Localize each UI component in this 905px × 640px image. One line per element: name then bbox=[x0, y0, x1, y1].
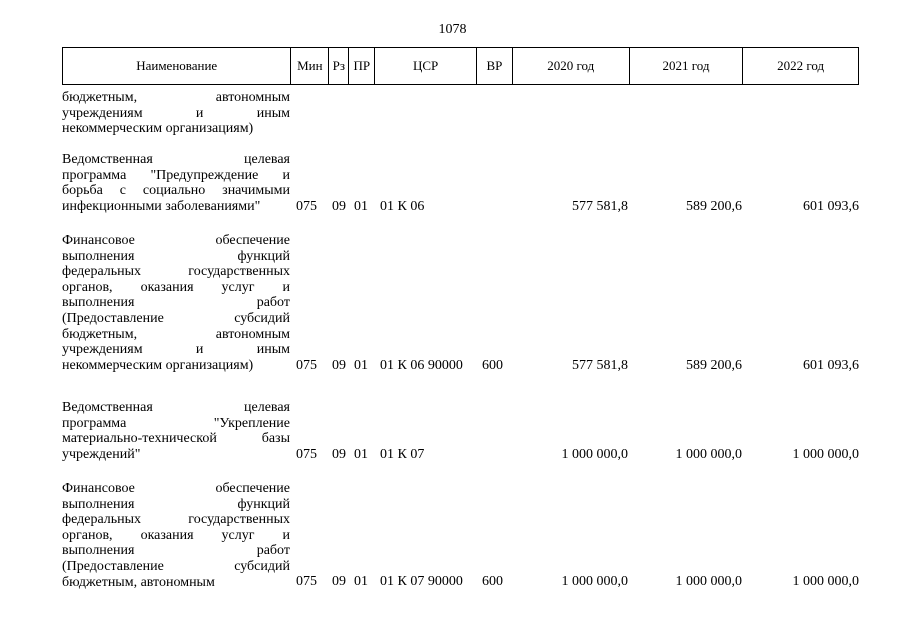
header-year-2022: 2022 год bbox=[777, 58, 825, 73]
row-name-line: некоммерческим организациям) bbox=[62, 121, 254, 137]
cell-y2020: 1 000 000,0 bbox=[561, 446, 628, 462]
cell-y2021: 1 000 000,0 bbox=[675, 446, 742, 462]
row-name-line: Ведомственная целевая bbox=[62, 152, 290, 167]
cell-csr: 01 К 06 bbox=[380, 198, 425, 214]
cell-rz: 09 bbox=[332, 198, 346, 214]
header-vr: ВР bbox=[477, 48, 513, 84]
cell-vr: 600 bbox=[482, 357, 503, 373]
row-values bbox=[62, 447, 859, 463]
header-min: Мин bbox=[291, 48, 329, 84]
row-name-line: программа "Предупреждение и bbox=[62, 167, 290, 183]
row-values bbox=[62, 358, 859, 374]
cell-csr: 01 К 06 90000 bbox=[380, 357, 463, 373]
cell-min: 075 bbox=[296, 574, 317, 590]
row-name-line: бюджетным, автономным bbox=[62, 90, 290, 105]
row-name-line: выполнения функций bbox=[62, 248, 290, 264]
row-values bbox=[62, 574, 859, 590]
cell-min: 075 bbox=[296, 446, 317, 462]
cell-y2021: 589 200,6 bbox=[686, 357, 742, 373]
row-name-line: органов, оказания услуг и bbox=[62, 279, 290, 295]
cell-y2020: 1 000 000,0 bbox=[561, 574, 628, 590]
cell-min: 075 bbox=[296, 357, 317, 373]
cell-y2021: 589 200,6 bbox=[686, 198, 742, 214]
cell-min: 075 bbox=[296, 198, 317, 214]
header-pr: ПР bbox=[349, 48, 375, 84]
cell-pr: 01 bbox=[354, 357, 368, 373]
row-name bbox=[62, 90, 290, 137]
cell-rz: 09 bbox=[332, 357, 346, 373]
cell-y2022: 1 000 000,0 bbox=[792, 574, 859, 590]
cell-y2022: 601 093,6 bbox=[803, 357, 859, 373]
cell-pr: 01 bbox=[354, 446, 368, 462]
header-rz: Рз bbox=[329, 48, 349, 84]
row-name-line: учреждениям и иным bbox=[62, 105, 290, 121]
header-year-2020: 2020 год bbox=[513, 48, 630, 84]
cell-y2021: 1 000 000,0 bbox=[675, 574, 742, 590]
row-name-line: Финансовое обеспечение bbox=[62, 233, 290, 248]
cell-y2022: 601 093,6 bbox=[803, 198, 859, 214]
cell-y2022: 1 000 000,0 bbox=[792, 446, 859, 462]
row-values bbox=[62, 199, 859, 215]
cell-rz: 09 bbox=[332, 446, 346, 462]
row-name-line: учреждениям и иным bbox=[62, 342, 290, 358]
cell-pr: 01 bbox=[354, 198, 368, 214]
cell-y2020: 577 581,8 bbox=[572, 357, 628, 373]
row-name-line: некоммерческим организациям) bbox=[62, 357, 254, 373]
row-name-line: Ведомственная целевая bbox=[62, 400, 290, 415]
cell-vr: 600 bbox=[482, 574, 503, 590]
row-name-line: инфекционными заболеваниями" bbox=[62, 198, 261, 214]
row-name-line: Финансовое обеспечение bbox=[62, 481, 290, 496]
row-name-line: бюджетным, автономным bbox=[62, 574, 215, 590]
cell-y2020: 577 581,8 bbox=[572, 198, 628, 214]
row-name bbox=[62, 233, 290, 373]
cell-csr: 01 К 07 bbox=[380, 446, 425, 462]
row-name-line: федеральных государственных bbox=[62, 264, 290, 280]
row-name-line: учреждений" bbox=[62, 446, 141, 462]
row-name-line: (Предоставление субсидий bbox=[62, 558, 290, 574]
row-name-line: борьба с социально значимыми bbox=[62, 183, 290, 199]
row-name-line: материально-технической базы bbox=[62, 431, 290, 447]
page-number: 1078 bbox=[438, 22, 467, 37]
row-name-line: выполнения работ bbox=[62, 543, 290, 559]
row-name-line: органов, оказания услуг и bbox=[62, 527, 290, 543]
cell-rz: 09 bbox=[332, 574, 346, 590]
row-name-line: программа "Укрепление bbox=[62, 415, 290, 431]
row-name-line: выполнения работ bbox=[62, 295, 290, 311]
header-name: Наименование bbox=[63, 48, 291, 84]
cell-csr: 01 К 07 90000 bbox=[380, 574, 463, 590]
cell-pr: 01 bbox=[354, 574, 368, 590]
header-csr: ЦСР bbox=[375, 48, 477, 84]
row-name-line: выполнения функций bbox=[62, 496, 290, 512]
table-header bbox=[62, 47, 859, 85]
header-year-2021: 2021 год bbox=[630, 48, 744, 84]
row-name-line: федеральных государственных bbox=[62, 512, 290, 528]
row-name-line: (Предоставление субсидий bbox=[62, 310, 290, 326]
row-name-line: бюджетным, автономным bbox=[62, 326, 290, 342]
